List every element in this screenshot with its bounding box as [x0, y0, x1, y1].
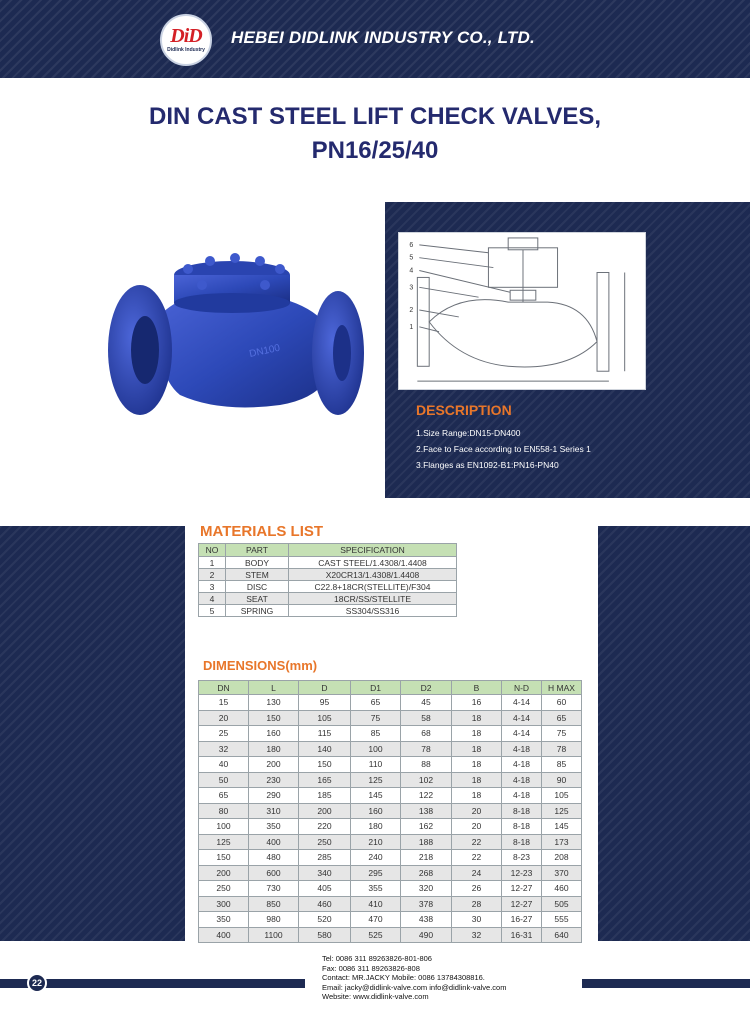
dimensions-cell: 8-18: [502, 819, 542, 835]
materials-cell: CAST STEEL/1.4308/1.4408: [289, 557, 457, 569]
company-name: HEBEI DIDLINK INDUSTRY CO., LTD.: [231, 28, 535, 47]
dimensions-cell: 218: [401, 850, 452, 866]
description-heading: DESCRIPTION: [416, 402, 512, 418]
dimensions-cell: 200: [249, 757, 299, 773]
dimensions-cell: 20: [452, 803, 502, 819]
dimensions-heading: DIMENSIONS(mm): [203, 658, 318, 673]
footer-bar-right: [582, 979, 750, 988]
dimensions-row: [199, 710, 582, 726]
dimensions-cell: 208: [542, 850, 582, 866]
dimensions-cell: 4-18: [502, 757, 542, 773]
drawing-label-3: 3: [409, 284, 414, 292]
dimensions-row: [199, 695, 582, 711]
materials-cell: BODY: [226, 557, 289, 569]
dimensions-cell: 300: [199, 896, 249, 912]
dimensions-cell: 580: [299, 927, 351, 943]
dimensions-cell: 45: [401, 695, 452, 711]
dimensions-cell: 125: [351, 772, 401, 788]
dimensions-cell: 310: [249, 803, 299, 819]
dimensions-cell: 24: [452, 865, 502, 881]
drawing-label-1: 1: [409, 323, 414, 331]
dimensions-cell: 850: [249, 896, 299, 912]
dimensions-cell: 173: [542, 834, 582, 850]
dimensions-cell: 350: [249, 819, 299, 835]
dimensions-cell: 4-14: [502, 695, 542, 711]
svg-text:DN100: DN100: [248, 342, 282, 360]
dimensions-cell: 8-18: [502, 834, 542, 850]
dimensions-cell: 180: [351, 819, 401, 835]
dimensions-cell: 4-14: [502, 710, 542, 726]
dimensions-cell: 65: [199, 788, 249, 804]
materials-cell: STEM: [226, 569, 289, 581]
dimensions-cell: 525: [351, 927, 401, 943]
dimensions-cell: 160: [351, 803, 401, 819]
dim-col-dn: DN: [199, 681, 249, 695]
contact-tel: Tel: 0086 311 89263826-801-806: [322, 954, 432, 963]
dimensions-cell: 18: [452, 772, 502, 788]
dimensions-cell: 125: [542, 803, 582, 819]
dimensions-row: [199, 726, 582, 742]
dimensions-row: [199, 772, 582, 788]
dimensions-cell: 140: [299, 741, 351, 757]
dimensions-cell: 78: [401, 741, 452, 757]
dim-col-d1: D1: [351, 681, 401, 695]
dimensions-cell: 340: [299, 865, 351, 881]
valve-photo: [100, 245, 370, 425]
materials-cell: C22.8+18CR(STELLITE)/F304: [289, 581, 457, 593]
dimensions-cell: 438: [401, 912, 452, 928]
dimensions-cell: 162: [401, 819, 452, 835]
dimensions-cell: 145: [351, 788, 401, 804]
dimensions-cell: 520: [299, 912, 351, 928]
dimensions-cell: 4-18: [502, 788, 542, 804]
materials-col-spec: SPECIFICATION: [289, 544, 457, 557]
company-logo: [160, 14, 212, 66]
dimensions-cell: 200: [299, 803, 351, 819]
dimensions-cell: 980: [249, 912, 299, 928]
dimensions-cell: 16-31: [502, 927, 542, 943]
dimensions-cell: 18: [452, 741, 502, 757]
dimensions-cell: 405: [299, 881, 351, 897]
materials-cell: DISC: [226, 581, 289, 593]
dimensions-cell: 15: [199, 695, 249, 711]
dimensions-cell: 25: [199, 726, 249, 742]
dimensions-cell: 180: [249, 741, 299, 757]
dimensions-cell: 290: [249, 788, 299, 804]
dimensions-cell: 68: [401, 726, 452, 742]
dimensions-cell: 460: [542, 881, 582, 897]
dimensions-cell: 32: [452, 927, 502, 943]
materials-cell: SPRING: [226, 605, 289, 617]
dimensions-cell: 185: [299, 788, 351, 804]
dimensions-cell: 18: [452, 726, 502, 742]
materials-header-row: [199, 544, 457, 557]
dimensions-cell: 160: [249, 726, 299, 742]
dimensions-cell: 100: [351, 741, 401, 757]
dimensions-cell: 295: [351, 865, 401, 881]
dimensions-cell: 58: [401, 710, 452, 726]
dimensions-row: [199, 819, 582, 835]
materials-cell: 3: [199, 581, 226, 593]
dimensions-cell: 490: [401, 927, 452, 943]
dimensions-cell: 130: [249, 695, 299, 711]
dimensions-cell: 78: [542, 741, 582, 757]
contact-email: Email: jacky@didlink-valve.com info@didlink-valve.com: [322, 982, 507, 992]
dimensions-row: [199, 896, 582, 912]
dim-col-l: L: [249, 681, 299, 695]
dimensions-cell: 125: [199, 834, 249, 850]
dimensions-cell: 165: [299, 772, 351, 788]
dimensions-cell: 1100: [249, 927, 299, 943]
dimensions-cell: 22: [452, 850, 502, 866]
dimensions-cell: 460: [299, 896, 351, 912]
materials-row: [199, 605, 457, 617]
description-line-2: 2.Face to Face according to EN558-1 Series 1: [416, 444, 591, 454]
materials-row: [199, 569, 457, 581]
materials-heading: MATERIALS LIST: [200, 523, 324, 540]
dimensions-cell: 378: [401, 896, 452, 912]
logo-mark: DiD: [170, 25, 202, 47]
dimensions-cell: 32: [199, 741, 249, 757]
dimensions-row: [199, 834, 582, 850]
valve-section-drawing: [398, 232, 646, 390]
dimensions-cell: 188: [401, 834, 452, 850]
dimensions-cell: 16: [452, 695, 502, 711]
dimensions-table: [198, 680, 582, 943]
dimensions-cell: 8-23: [502, 850, 542, 866]
dimensions-cell: 355: [351, 881, 401, 897]
dimensions-cell: 105: [542, 788, 582, 804]
dimensions-cell: 88: [401, 757, 452, 773]
dimensions-cell: 30: [452, 912, 502, 928]
dimensions-row: [199, 912, 582, 928]
dimensions-cell: 105: [299, 710, 351, 726]
drawing-label-4: 4: [409, 267, 414, 275]
dimensions-cell: 268: [401, 865, 452, 881]
materials-col-part: PART: [226, 544, 289, 557]
materials-cell: 2: [199, 569, 226, 581]
title-line-2: PN16/25/40: [311, 137, 439, 164]
dimensions-cell: 150: [249, 710, 299, 726]
dimensions-cell: 50: [199, 772, 249, 788]
dimensions-cell: 250: [299, 834, 351, 850]
materials-table: [198, 543, 457, 617]
dimensions-cell: 20: [452, 819, 502, 835]
dimensions-cell: 110: [351, 757, 401, 773]
contact-website: Website: www.didlink-valve.com: [322, 992, 429, 1001]
dimensions-cell: 555: [542, 912, 582, 928]
contact-block: [322, 954, 506, 1002]
dimensions-cell: 730: [249, 881, 299, 897]
dimensions-cell: 138: [401, 803, 452, 819]
dimensions-cell: 90: [542, 772, 582, 788]
dim-col-nd: N-D: [502, 681, 542, 695]
page-title: [100, 100, 650, 168]
dimensions-cell: 220: [299, 819, 351, 835]
materials-cell: 18CR/SS/STELLITE: [289, 593, 457, 605]
dimensions-cell: 145: [542, 819, 582, 835]
dimensions-cell: 4-18: [502, 772, 542, 788]
contact-fax: Fax: 0086 311 89263826-808: [322, 963, 420, 973]
dim-col-d2: D2: [401, 681, 452, 695]
materials-row: [199, 557, 457, 569]
dimensions-cell: 8-18: [502, 803, 542, 819]
drawing-label-2: 2: [409, 306, 414, 314]
dimensions-cell: 150: [199, 850, 249, 866]
materials-cell: SEAT: [226, 593, 289, 605]
dimensions-cell: 285: [299, 850, 351, 866]
right-stripe-band: [598, 526, 750, 941]
dimensions-cell: 400: [199, 927, 249, 943]
materials-cell: 1: [199, 557, 226, 569]
dimensions-cell: 22: [452, 834, 502, 850]
dimensions-cell: 400: [249, 834, 299, 850]
dimensions-row: [199, 757, 582, 773]
dimensions-cell: 470: [351, 912, 401, 928]
dimensions-cell: 85: [351, 726, 401, 742]
dimensions-cell: 4-14: [502, 726, 542, 742]
drawing-label-5: 5: [409, 254, 414, 262]
dimensions-row: [199, 881, 582, 897]
dimensions-cell: 16-27: [502, 912, 542, 928]
left-stripe-band: [0, 526, 185, 941]
dimensions-row: [199, 788, 582, 804]
dimensions-cell: 12-23: [502, 865, 542, 881]
dimensions-cell: 122: [401, 788, 452, 804]
dimensions-cell: 210: [351, 834, 401, 850]
dimensions-cell: 28: [452, 896, 502, 912]
dimensions-cell: 410: [351, 896, 401, 912]
dimensions-cell: 100: [199, 819, 249, 835]
dimensions-cell: 102: [401, 772, 452, 788]
dimensions-cell: 320: [401, 881, 452, 897]
dimensions-cell: 150: [299, 757, 351, 773]
dim-col-hmax: H MAX: [542, 681, 582, 695]
dimensions-cell: 20: [199, 710, 249, 726]
materials-cell: 5: [199, 605, 226, 617]
materials-row: [199, 593, 457, 605]
dimensions-cell: 12-27: [502, 896, 542, 912]
dimensions-cell: 640: [542, 927, 582, 943]
materials-cell: X20CR13/1.4308/1.4408: [289, 569, 457, 581]
description-line-1: 1.Size Range:DN15-DN400: [416, 428, 521, 438]
dimensions-cell: 80: [199, 803, 249, 819]
dimensions-row: [199, 927, 582, 943]
dimensions-cell: 230: [249, 772, 299, 788]
dimensions-cell: 65: [351, 695, 401, 711]
dimensions-row: [199, 865, 582, 881]
dimensions-cell: 12-27: [502, 881, 542, 897]
dimensions-row: [199, 850, 582, 866]
dimensions-cell: 95: [299, 695, 351, 711]
title-line-1: DIN CAST STEEL LIFT CHECK VALVES,: [148, 103, 602, 130]
materials-col-no: NO: [199, 544, 226, 557]
drawing-label-6: 6: [409, 241, 414, 249]
dim-col-d: D: [299, 681, 351, 695]
dimensions-cell: 85: [542, 757, 582, 773]
dimensions-cell: 480: [249, 850, 299, 866]
dimensions-row: [199, 741, 582, 757]
dimensions-cell: 115: [299, 726, 351, 742]
dimensions-cell: 18: [452, 757, 502, 773]
dimensions-cell: 18: [452, 788, 502, 804]
dimensions-cell: 505: [542, 896, 582, 912]
dimensions-cell: 350: [199, 912, 249, 928]
logo-subtitle: Didlink Industry: [167, 47, 205, 53]
dimensions-header-row: [199, 681, 582, 695]
dimensions-row: [199, 803, 582, 819]
dimensions-cell: 600: [249, 865, 299, 881]
page-number: 22: [27, 973, 47, 993]
materials-cell: SS304/SS316: [289, 605, 457, 617]
dimensions-cell: 40: [199, 757, 249, 773]
dimensions-cell: 26: [452, 881, 502, 897]
contact-person: Contact: MR.JACKY Mobile: 0086 13784308816.: [322, 973, 485, 982]
materials-cell: 4: [199, 593, 226, 605]
dimensions-cell: 75: [351, 710, 401, 726]
description-line-3: 3.Flanges as EN1092-B1:PN16-PN40: [416, 460, 559, 470]
dimensions-cell: 200: [199, 865, 249, 881]
dimensions-cell: 240: [351, 850, 401, 866]
dimensions-cell: 370: [542, 865, 582, 881]
dimensions-cell: 65: [542, 710, 582, 726]
dimensions-cell: 18: [452, 710, 502, 726]
dimensions-cell: 75: [542, 726, 582, 742]
dimensions-cell: 250: [199, 881, 249, 897]
dim-col-b: B: [452, 681, 502, 695]
dimensions-cell: 4-18: [502, 741, 542, 757]
dimensions-cell: 60: [542, 695, 582, 711]
materials-row: [199, 581, 457, 593]
